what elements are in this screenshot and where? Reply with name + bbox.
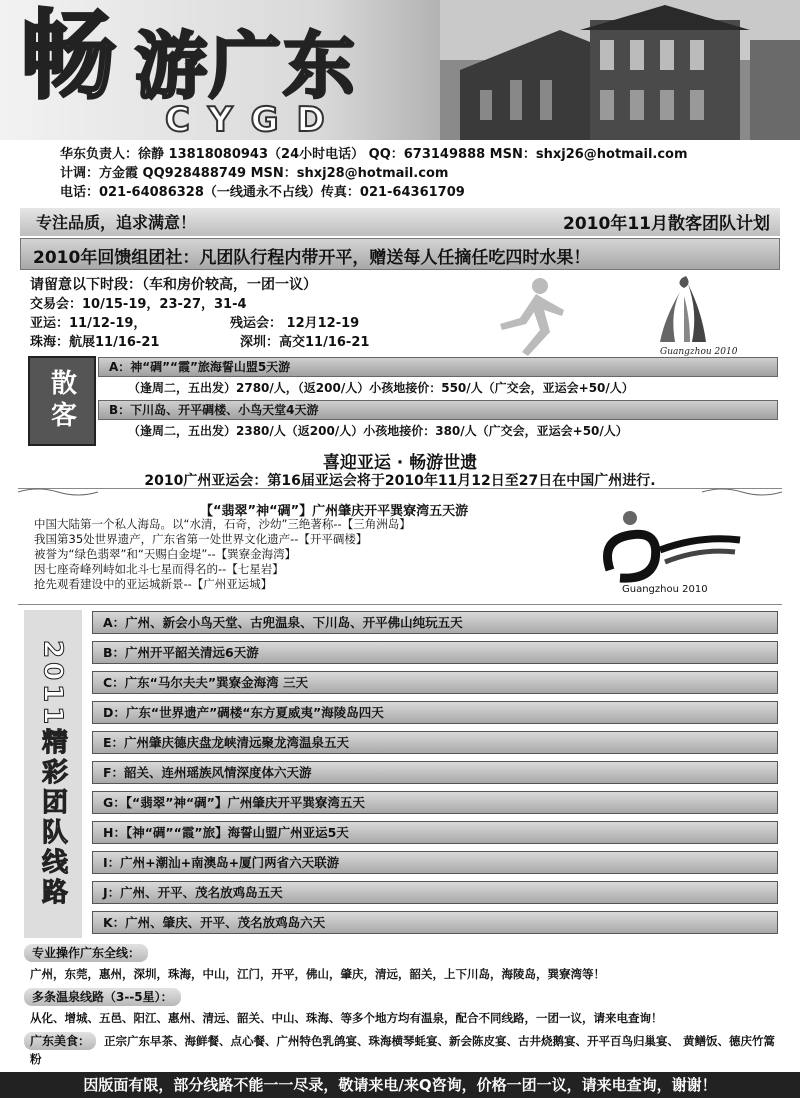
building-illustration bbox=[440, 0, 800, 140]
route-item: I：广州+潮汕+南澳岛+厦门两省六天联游 bbox=[92, 851, 778, 874]
header-banner bbox=[0, 0, 800, 140]
route-item: G：【“翡翠”神“碉”】广州肇庆开平巽寮湾五天 bbox=[92, 791, 778, 814]
asian-games-illustration bbox=[470, 272, 770, 358]
route-item: H：【神“碉”“霞”旅】海誓山盟广州亚运5天 bbox=[92, 821, 778, 844]
routes-label: 2011精彩团队线路 bbox=[24, 610, 82, 938]
slogan: 专注品质，追求满意！ bbox=[36, 213, 197, 232]
guangdong-label: 专业操作广东全线： bbox=[24, 944, 148, 962]
food-label: 广东美食： bbox=[24, 1032, 96, 1050]
route-item: E：广州肇庆德庆盘龙峡清远聚龙湾温泉五天 bbox=[92, 731, 778, 754]
contact-info bbox=[60, 145, 780, 202]
notice-line-2a: 亚运：11/12-19， bbox=[30, 316, 147, 331]
route-item: K：广州、肇庆、开平、茂名放鸡岛六天 bbox=[92, 911, 778, 934]
runner-icon bbox=[500, 278, 564, 356]
logo-rest: 游广东 bbox=[135, 23, 358, 108]
footer-note: 因版面有限，部分线路不能一一尽录，敬请来电/来Q咨询，价格一团一议，请来电查询，谢谢！ bbox=[0, 1072, 800, 1098]
feature-lines bbox=[34, 517, 411, 592]
guangzhou-logo-caption: Guangzhou 2010 bbox=[660, 347, 738, 357]
promo-text: 2010年回馈组团社：凡团队行程内带开平，赠送每人任摘任吃四时水果！ bbox=[33, 248, 591, 268]
scattered-trip-b-price: （逢周二，五出发）2380/人（返200/人）小孩地接价：380/人（广交会，亚运会+50/人） bbox=[128, 424, 628, 438]
peak-period-notice bbox=[30, 276, 510, 352]
food-section bbox=[20, 1030, 780, 1070]
feature-line: 中国大陆第一个私人海岛。以“水清，石奇，沙幼”三绝著称--【三角洲岛】 bbox=[34, 517, 411, 531]
contact-line-3: 电话：021-64086328（一线通永不占线）传真：021-64361709 bbox=[60, 185, 465, 200]
scattered-label: 散客 bbox=[28, 356, 96, 446]
route-item: B：广州开平韶关清远6天游 bbox=[92, 641, 778, 664]
notice-head: 请留意以下时段：（车和房价较高，一团一议） bbox=[30, 277, 317, 293]
contact-line-2: 计调：方金霞 QQ928488749 MSN：shxj28@hotmail.com bbox=[60, 166, 449, 181]
guangzhou-2010-logo bbox=[560, 500, 760, 595]
guangdong-text: 广州，东莞，惠州，深圳，珠海，中山，江门，开平，佛山，肇庆，清远，韶关，上下川岛，海陵岛，巽寮湾等！ bbox=[30, 967, 605, 981]
feature-line: 抢先观看建设中的亚运城新景--【广州亚运城】 bbox=[34, 577, 273, 591]
plan-title: 2010年11月散客团队计划 bbox=[563, 214, 770, 234]
promo-banner bbox=[20, 238, 780, 270]
notice-line-3b: 深圳：高交11/16-21 bbox=[240, 335, 370, 350]
feature-line: 被誉为“绿色翡翠”和“天赐白金堤”--【巽寮金海湾】 bbox=[34, 547, 297, 561]
route-item: J：广州、开平、茂名放鸡岛五天 bbox=[92, 881, 778, 904]
route-item: D：广东“世界遗产”碉楼“东方夏威夷”海陵岛四天 bbox=[92, 701, 778, 724]
route-item: C：广东“马尔夫夫”巽寮金海湾 三天 bbox=[92, 671, 778, 694]
asian-games-note: 2010广州亚运会：第16届亚运会将于2010年11月12日至27日在中国广州进行. bbox=[144, 473, 656, 489]
notice-line-2b: 残运会： 12月12-19 bbox=[230, 316, 360, 331]
feature-logo-caption: Guangzhou 2010 bbox=[622, 584, 708, 595]
scattered-trip-b-head: B：下川岛、开平碉楼、小鸟天堂4天游 bbox=[98, 400, 778, 420]
hotspring-label: 多条温泉线路（3--5星）： bbox=[24, 988, 181, 1006]
ornament-divider bbox=[18, 486, 782, 498]
route-item: A：广州、新会小鸟天堂、古兜温泉、下川岛、开平佛山纯玩五天 bbox=[92, 611, 778, 634]
feature-line: 因七座奇峰列峙如北斗七星而得名的--【七星岩】 bbox=[34, 562, 284, 576]
notice-line-3a: 珠海：航展11/16-21 bbox=[30, 335, 160, 350]
scattered-trip-a-head: A：神“碉”“霞”旅海誓山盟5天游 bbox=[98, 357, 778, 377]
hotspring-text: 从化、增城、五邑、阳江、惠州、清远、韶关、中山、珠海、等多个地方均有温泉，配合不同线路，一团一议，请来电查询！ bbox=[30, 1011, 663, 1025]
contact-line-1: 华东负责人：徐静 13818080943（24小时电话） QQ：673149888 MSN：shxj26@hotmail.com bbox=[60, 147, 688, 162]
notice-line-1: 交易会：10/15-19，23-27，31-4 bbox=[30, 297, 247, 312]
route-item: F：韶关、连州瑶族风情深度体六天游 bbox=[92, 761, 778, 784]
guangzhou-flame-logo bbox=[660, 276, 706, 342]
welcome-title: 喜迎亚运 · 畅游世遗 bbox=[322, 453, 478, 473]
food-text: 正宗广东早茶、海鲜餐、点心餐、广州特色乳鸽宴、珠海横琴蚝宴、新会陈皮宴、古井烧鹅宴、开平百鸟归巢宴、 黄鳝饭、德庆竹篙粉 bbox=[30, 1034, 775, 1066]
scattered-trip-a-price: （逢周二，五出发）2780/人，（返200/人）小孩地接价：550/人（广交会，亚运会+50/人） bbox=[128, 381, 634, 395]
logo-first-char: 畅 bbox=[20, 0, 116, 112]
feature-line: 我国第35处世界遗产，广东省第一处世界文化遗产--【开平碉楼】 bbox=[34, 532, 368, 546]
logo-sub: CYGD bbox=[165, 100, 343, 140]
feature-title: 【“翡翠”神“碉”】广州肇庆开平巽寮湾五天游 bbox=[200, 504, 469, 519]
